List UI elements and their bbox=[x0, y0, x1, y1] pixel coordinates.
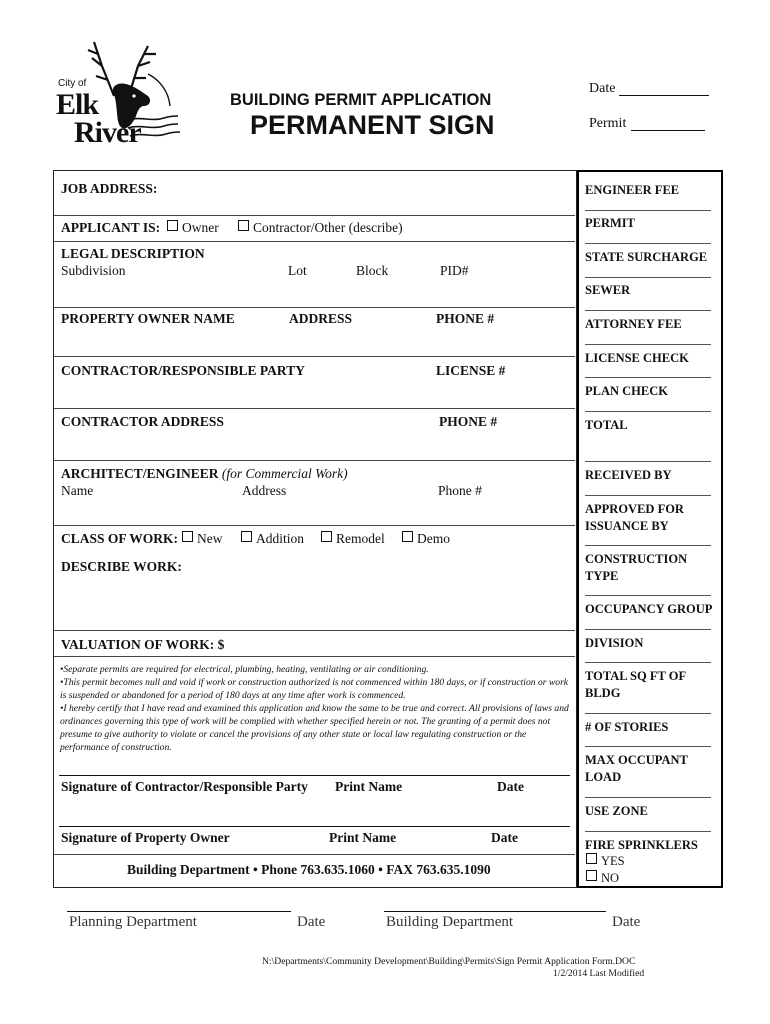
stories-label: # OF STORIES bbox=[585, 720, 669, 734]
remodel-label: Remodel bbox=[336, 531, 385, 546]
architect-text: ARCHITECT/ENGINEER bbox=[61, 466, 219, 481]
row-divider bbox=[54, 356, 575, 357]
license-check-label: LICENSE CHECK bbox=[585, 351, 689, 365]
attorney-fee-label: ATTORNEY FEE bbox=[585, 317, 682, 331]
row-divider bbox=[54, 241, 575, 242]
license-label: LICENSE # bbox=[436, 363, 506, 378]
lot-label: Lot bbox=[288, 263, 307, 278]
contractor-other-label: Contractor/Other (describe) bbox=[253, 220, 403, 235]
last-modified: 1/2/2014 Last Modified bbox=[553, 968, 645, 979]
building-dept-contact: Building Department • Phone 763.635.1060 • FAX 763.635.1090 bbox=[127, 862, 491, 877]
sidebar-line bbox=[585, 746, 711, 747]
construction-line2: TYPE bbox=[585, 569, 619, 583]
engineer-fee-label: ENGINEER FEE bbox=[585, 183, 680, 197]
checkbox-icon bbox=[586, 870, 597, 881]
checkbox-icon bbox=[321, 531, 332, 542]
sidebar-line bbox=[585, 461, 711, 462]
date-line bbox=[619, 95, 709, 96]
permit-label: Permit bbox=[589, 116, 627, 131]
row-divider bbox=[54, 408, 575, 409]
sidebar-line bbox=[585, 662, 711, 663]
row-divider bbox=[54, 630, 575, 631]
fire-sprinklers-label: FIRE SPRINKLERS bbox=[585, 838, 698, 852]
row-divider bbox=[54, 460, 575, 461]
print-name-label-2: Print Name bbox=[329, 830, 397, 845]
pid-label: PID# bbox=[440, 263, 469, 278]
total-sqft-line1: TOTAL SQ FT OF bbox=[585, 669, 687, 683]
terms-notes bbox=[60, 663, 574, 754]
sidebar-line bbox=[585, 243, 711, 244]
new-label: New bbox=[197, 531, 223, 546]
permit-fee-label: PERMIT bbox=[585, 216, 635, 230]
contractor-party-label: CONTRACTOR/RESPONSIBLE PARTY bbox=[61, 363, 305, 378]
form-title: BUILDING PERMIT APPLICATION bbox=[230, 91, 492, 109]
architect-phone-label: Phone # bbox=[438, 483, 482, 498]
checkbox-icon bbox=[402, 531, 413, 542]
sidebar-line bbox=[585, 629, 711, 630]
total-label: TOTAL bbox=[585, 418, 628, 432]
describe-work-label: DESCRIBE WORK: bbox=[61, 559, 182, 574]
logo-city-of: City of bbox=[58, 78, 87, 89]
note-certification: •I hereby certify that I have read and examined this application and know the same to be true and correct. All provisions of laws and ordinances governing this type of work will be complied with whether specified herein or not. The granting of a permit does not presume to give authority to violate or cancel the provisions of any other state or local law regulating construction or the performance of construction. bbox=[60, 703, 569, 753]
sprinklers-yes-checkbox[interactable] bbox=[586, 853, 625, 869]
valuation-label: VALUATION OF WORK: $ bbox=[61, 637, 225, 652]
print-name-label: Print Name bbox=[335, 779, 403, 794]
applicant-label: APPLICANT IS: bbox=[61, 220, 161, 235]
received-by-label: RECEIVED BY bbox=[585, 468, 672, 482]
sidebar-line bbox=[585, 344, 711, 345]
sidebar-line bbox=[585, 495, 711, 496]
owner-phone-label: PHONE # bbox=[436, 311, 495, 326]
approved-label bbox=[585, 501, 684, 535]
checkbox-icon bbox=[586, 853, 597, 864]
contractor-phone-label: PHONE # bbox=[439, 414, 498, 429]
owner-checkbox[interactable] bbox=[167, 220, 219, 236]
total-sqft-line2: BLDG bbox=[585, 686, 621, 700]
building-dept-label: Building Department bbox=[386, 914, 514, 930]
sidebar-line bbox=[585, 713, 711, 714]
form-subtitle: PERMANENT SIGN bbox=[250, 110, 495, 140]
row-divider bbox=[54, 854, 575, 855]
building-signature-line bbox=[384, 911, 606, 912]
sidebar-line bbox=[585, 831, 711, 832]
planning-dept-label: Planning Department bbox=[69, 914, 197, 930]
yes-label: YES bbox=[601, 854, 625, 868]
sig-date-label: Date bbox=[497, 779, 524, 794]
max-occupant-line2: LOAD bbox=[585, 770, 622, 784]
row-divider bbox=[54, 525, 575, 526]
division-label: DIVISION bbox=[585, 636, 644, 650]
sidebar-line bbox=[585, 210, 711, 211]
row-divider bbox=[54, 307, 575, 308]
architect-address-label: Address bbox=[242, 483, 287, 498]
remodel-checkbox[interactable] bbox=[321, 531, 385, 547]
total-sqft-label bbox=[585, 668, 686, 702]
note-separate-permits: •Separate permits are required for electrical, plumbing, heating, ventilating or air conditioning. bbox=[60, 664, 429, 675]
new-checkbox[interactable] bbox=[182, 531, 223, 547]
planning-date-label: Date bbox=[297, 914, 326, 930]
sidebar-line bbox=[585, 310, 711, 311]
architect-name-label: Name bbox=[61, 483, 94, 498]
legal-description-label: LEGAL DESCRIPTION bbox=[61, 246, 205, 261]
max-occupant-line1: MAX OCCUPANT bbox=[585, 753, 688, 767]
property-owner-label: PROPERTY OWNER NAME bbox=[61, 311, 235, 326]
sidebar-line bbox=[585, 545, 711, 546]
demo-label: Demo bbox=[417, 531, 450, 546]
signature-line bbox=[59, 826, 570, 827]
date-label: Date bbox=[589, 81, 616, 96]
max-occupant-label bbox=[585, 752, 688, 786]
class-of-work-label: CLASS OF WORK: bbox=[61, 531, 179, 546]
construction-line1: CONSTRUCTION bbox=[585, 552, 688, 566]
note-null-void: •This permit becomes null and void if work or construction authorized is not commenced within 180 days, or if construction or work is suspended or abandoned for a period of 180 days at any time after work is commenced. bbox=[60, 677, 569, 701]
subdivision-label: Subdivision bbox=[61, 263, 126, 278]
job-address-field[interactable] bbox=[170, 176, 570, 210]
signature-line bbox=[59, 775, 570, 776]
logo-river: River bbox=[74, 116, 141, 149]
checkbox-icon bbox=[238, 220, 249, 231]
use-zone-label: USE ZONE bbox=[585, 804, 648, 818]
permit-line bbox=[631, 130, 705, 131]
demo-checkbox[interactable] bbox=[402, 531, 450, 547]
addition-label: Addition bbox=[256, 531, 305, 546]
checkbox-icon bbox=[167, 220, 178, 231]
occupancy-group-label: OCCUPANCY GROUP bbox=[585, 602, 713, 616]
sidebar-line bbox=[585, 277, 711, 278]
construction-type-label bbox=[585, 551, 687, 585]
sig-date-label-2: Date bbox=[491, 830, 518, 845]
block-label: Block bbox=[356, 263, 389, 278]
state-surcharge-label: STATE SURCHARGE bbox=[585, 250, 708, 264]
contractor-other-checkbox[interactable] bbox=[238, 220, 403, 236]
sig-owner-label: Signature of Property Owner bbox=[61, 830, 230, 845]
no-label: NO bbox=[601, 871, 620, 885]
sidebar-line bbox=[585, 377, 711, 378]
addition-checkbox[interactable] bbox=[241, 531, 304, 547]
checkbox-icon bbox=[241, 531, 252, 542]
logo-elk: Elk bbox=[56, 88, 99, 121]
planning-signature-line bbox=[67, 911, 291, 912]
building-date-label: Date bbox=[612, 914, 641, 930]
row-divider bbox=[54, 656, 575, 657]
commercial-note: (for Commercial Work) bbox=[221, 466, 348, 481]
sig-contractor-label: Signature of Contractor/Responsible Party bbox=[61, 779, 308, 794]
sprinklers-no-checkbox[interactable] bbox=[586, 870, 619, 886]
owner-label: Owner bbox=[182, 220, 219, 235]
owner-address-label: ADDRESS bbox=[289, 311, 353, 326]
contractor-address-label: CONTRACTOR ADDRESS bbox=[61, 414, 224, 429]
plan-check-label: PLAN CHECK bbox=[585, 384, 668, 398]
architect-label bbox=[61, 466, 348, 482]
describe-work-field[interactable] bbox=[58, 578, 570, 626]
city-logo bbox=[52, 36, 182, 148]
job-address-label: JOB ADDRESS: bbox=[61, 181, 158, 196]
approved-line1: APPROVED FOR bbox=[585, 502, 684, 516]
file-path: N:\Departments\Community Development\Building\Permits\Sign Permit Application Form.DOC bbox=[262, 956, 636, 967]
sidebar-line bbox=[585, 595, 711, 596]
sewer-label: SEWER bbox=[585, 283, 631, 297]
checkbox-icon bbox=[182, 531, 193, 542]
sidebar-line bbox=[585, 797, 711, 798]
sidebar-line bbox=[585, 411, 711, 412]
approved-line2: ISSUANCE BY bbox=[585, 519, 669, 533]
row-divider bbox=[54, 215, 575, 216]
